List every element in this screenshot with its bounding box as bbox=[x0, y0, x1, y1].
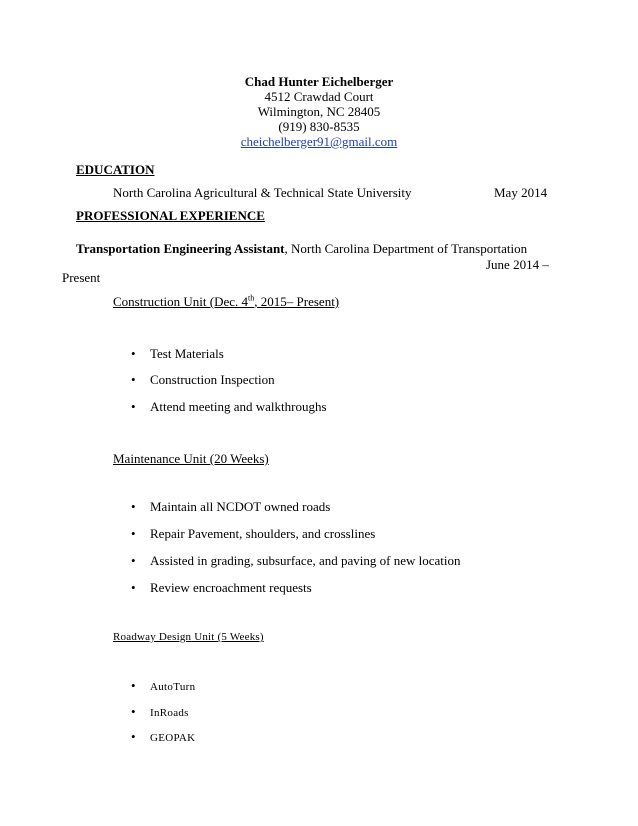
bullet-icon: • bbox=[131, 372, 136, 387]
education-heading: EDUCATION bbox=[76, 162, 155, 177]
contact-header bbox=[0, 74, 638, 149]
bullet-icon: • bbox=[131, 729, 136, 744]
employer: , North Carolina Department of Transportation bbox=[284, 241, 528, 256]
bullet-icon: • bbox=[131, 499, 136, 514]
address-line-2: Wilmington, NC 28405 bbox=[257, 104, 381, 119]
list-item: • InRoads bbox=[131, 704, 189, 719]
bullet-icon: • bbox=[131, 704, 136, 719]
list-item: • AutoTurn bbox=[131, 678, 196, 693]
list-item: • Repair Pavement, shoulders, and crosslines bbox=[131, 526, 376, 541]
email-link[interactable]: cheichelberger91@gmail.com bbox=[240, 134, 398, 149]
list-item: • Review encroachment requests bbox=[131, 580, 312, 595]
unit-title-construction: Construction Unit (Dec. 4th, 2015– Present) bbox=[113, 293, 340, 309]
bullet-icon: • bbox=[131, 580, 136, 595]
list-item: • GEOPAK bbox=[131, 729, 196, 744]
job-title: Transportation Engineering Assistant bbox=[76, 241, 285, 256]
bullet-icon: • bbox=[131, 346, 136, 361]
list-item: • Attend meeting and walkthroughs bbox=[131, 399, 327, 414]
list-item: • Assisted in grading, subsurface, and paving of new location bbox=[131, 553, 461, 568]
job-date-end: Present bbox=[62, 270, 101, 285]
unit-title-maintenance: Maintenance Unit (20 Weeks) bbox=[113, 451, 269, 466]
bullet-icon: • bbox=[131, 553, 136, 568]
bullet-icon: • bbox=[131, 399, 136, 414]
list-item: • Construction Inspection bbox=[131, 372, 275, 387]
list-item: • Test Materials bbox=[131, 346, 224, 361]
bullet-icon: • bbox=[131, 678, 136, 693]
experience-heading: PROFESSIONAL EXPERIENCE bbox=[76, 208, 265, 223]
education-date: May 2014 bbox=[494, 185, 548, 200]
school-name: North Carolina Agricultural & Technical State University bbox=[113, 185, 412, 200]
list-item: • Maintain all NCDOT owned roads bbox=[131, 499, 331, 514]
phone-number: (919) 830-8535 bbox=[278, 119, 360, 134]
address-line-1: 4512 Crawdad Court bbox=[264, 89, 374, 104]
bullet-icon: • bbox=[131, 526, 136, 541]
unit-title-roadway-design: Roadway Design Unit (5 Weeks) bbox=[113, 631, 264, 643]
applicant-name: Chad Hunter Eichelberger bbox=[244, 74, 394, 89]
job-date-start: June 2014 – bbox=[486, 257, 549, 272]
job-line bbox=[76, 241, 527, 256]
